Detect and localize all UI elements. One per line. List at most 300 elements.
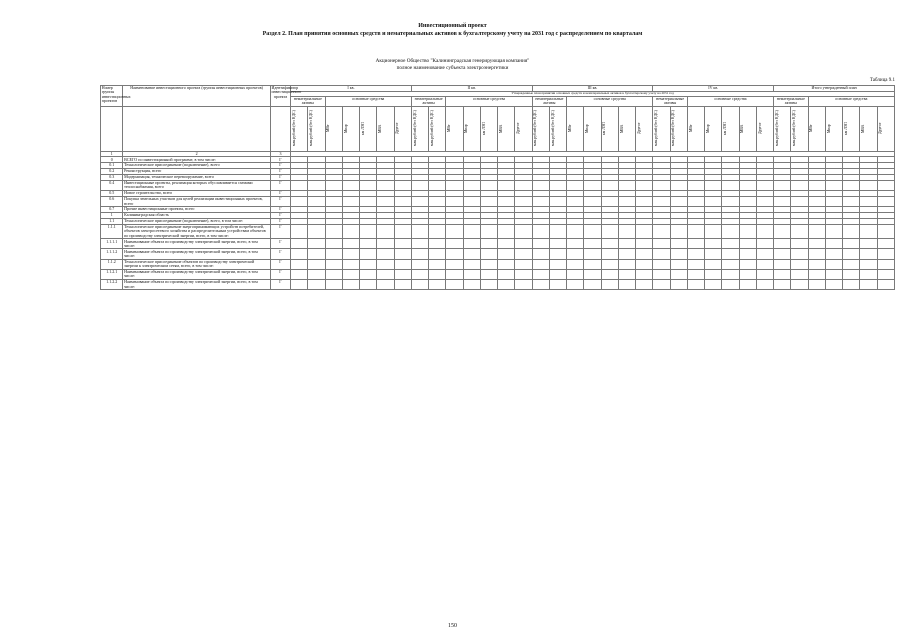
vertical-label-27: МВА bbox=[740, 124, 745, 133]
value-cell bbox=[618, 196, 635, 206]
value-cell bbox=[325, 180, 342, 190]
assets-header-10: основные средства bbox=[808, 96, 894, 106]
quarter-ii-header: II кв. bbox=[411, 86, 532, 92]
value-cell bbox=[636, 269, 653, 279]
value-cell bbox=[774, 269, 791, 279]
value-cell bbox=[480, 224, 497, 238]
value-cell bbox=[670, 249, 687, 259]
value-cell bbox=[360, 224, 377, 238]
value-cell bbox=[549, 259, 566, 269]
value-cell bbox=[394, 249, 411, 259]
vertical-header-16 bbox=[549, 106, 566, 151]
value-cell bbox=[705, 224, 722, 238]
value-cell bbox=[480, 196, 497, 206]
vertical-header-26 bbox=[722, 106, 739, 151]
assets-header-6: основные средства bbox=[567, 96, 653, 106]
value-cell bbox=[722, 269, 739, 279]
value-cell bbox=[791, 259, 808, 269]
row-id: Г bbox=[270, 280, 290, 290]
value-cell bbox=[377, 280, 394, 290]
value-cell bbox=[498, 269, 515, 279]
vertical-header-27 bbox=[739, 106, 756, 151]
vertical-label-7: Другое bbox=[395, 122, 400, 135]
value-cell bbox=[325, 269, 342, 279]
row-id: Г bbox=[270, 163, 290, 169]
value-cell bbox=[687, 224, 704, 238]
value-cell bbox=[808, 239, 825, 249]
value-cell bbox=[756, 224, 773, 238]
value-cell bbox=[618, 224, 635, 238]
value-cell bbox=[774, 280, 791, 290]
value-cell bbox=[618, 249, 635, 259]
value-cell bbox=[498, 249, 515, 259]
row-name: Технологическое присоединение энергопринимающих устройств потребителей, объектов электросетевого хозяйства и распределительным устройствам объектов по производству электрической энергии, всего, в том числе: bbox=[123, 224, 270, 238]
row-id: Г bbox=[270, 174, 290, 180]
row-id: Г bbox=[270, 239, 290, 249]
value-cell bbox=[843, 224, 860, 238]
value-cell bbox=[808, 224, 825, 238]
value-cell bbox=[825, 196, 842, 206]
value-cell bbox=[653, 269, 670, 279]
row-id: Г bbox=[270, 169, 290, 175]
value-cell bbox=[532, 249, 549, 259]
value-cell bbox=[480, 259, 497, 269]
value-cell bbox=[791, 180, 808, 190]
value-cell bbox=[774, 249, 791, 259]
assets-header-3: нематериальные активы bbox=[411, 96, 446, 106]
quarter-i-header: I кв. bbox=[291, 86, 412, 92]
vertical-header-12 bbox=[480, 106, 497, 151]
value-cell bbox=[342, 249, 359, 259]
total-header: Итого утвержденный план bbox=[774, 86, 895, 92]
assets-header-8: основные средства bbox=[687, 96, 773, 106]
value-cell bbox=[877, 269, 894, 279]
value-cell bbox=[360, 180, 377, 190]
value-cell bbox=[411, 280, 428, 290]
value-cell bbox=[739, 224, 756, 238]
vertical-header-28 bbox=[756, 106, 773, 151]
value-cell bbox=[291, 196, 308, 206]
value-cell bbox=[843, 259, 860, 269]
value-cell bbox=[636, 196, 653, 206]
value-cell bbox=[308, 259, 325, 269]
value-cell bbox=[756, 239, 773, 249]
vertical-header-14 bbox=[515, 106, 532, 151]
value-cell bbox=[308, 239, 325, 249]
value-cell bbox=[360, 280, 377, 290]
vertical-label-21: Другое bbox=[636, 122, 641, 135]
value-cell bbox=[756, 269, 773, 279]
header-number-3: 3 bbox=[270, 151, 290, 157]
value-cell bbox=[791, 269, 808, 279]
value-cell bbox=[601, 239, 618, 249]
value-cell bbox=[618, 280, 635, 290]
row-name: Модернизация, техническое перевооружение, всего bbox=[123, 174, 270, 180]
value-cell bbox=[549, 239, 566, 249]
value-cell bbox=[756, 180, 773, 190]
row-id: Г bbox=[270, 249, 290, 259]
value-cell bbox=[480, 280, 497, 290]
value-cell bbox=[532, 259, 549, 269]
value-cell bbox=[739, 249, 756, 259]
row-name: Прочие инвестиционные проекты, всего bbox=[123, 207, 270, 213]
vertical-header-33 bbox=[843, 106, 860, 151]
vertical-header-30 bbox=[791, 106, 808, 151]
value-cell bbox=[756, 259, 773, 269]
value-cell bbox=[860, 224, 877, 238]
value-cell bbox=[601, 196, 618, 206]
value-cell bbox=[429, 196, 446, 206]
vertical-header-20 bbox=[618, 106, 635, 151]
value-cell bbox=[394, 196, 411, 206]
value-cell bbox=[325, 249, 342, 259]
value-cell bbox=[843, 180, 860, 190]
row-name: Наименование объекта по производству электрической энергии, всего, в том числе: bbox=[123, 280, 270, 290]
value-cell bbox=[567, 249, 584, 259]
value-cell bbox=[394, 259, 411, 269]
value-cell bbox=[722, 280, 739, 290]
value-cell bbox=[877, 239, 894, 249]
table-row bbox=[101, 239, 895, 249]
company-note: полное наименование субъекта электроэнергетики bbox=[396, 64, 509, 71]
assets-header-1: нематериальные активы bbox=[291, 96, 326, 106]
vertical-label-6: МВА bbox=[378, 124, 383, 133]
value-cell bbox=[549, 269, 566, 279]
assets-header-4: основные средства bbox=[446, 96, 532, 106]
table-row bbox=[101, 180, 895, 190]
value-cell bbox=[860, 249, 877, 259]
value-cell bbox=[670, 239, 687, 249]
vertical-label-5: км ЛЭП bbox=[360, 122, 365, 136]
value-cell bbox=[394, 224, 411, 238]
row-name: Инвестиционные проекты, реализация которых обуславливается схемами теплоснабжения, всего bbox=[123, 180, 270, 190]
vertical-label-24: МВт bbox=[688, 124, 693, 133]
vertical-header-18 bbox=[584, 106, 601, 151]
vertical-header-22 bbox=[653, 106, 670, 151]
value-cell bbox=[739, 280, 756, 290]
document-subtitle bbox=[0, 58, 905, 71]
vertical-label-32: Мвар bbox=[826, 124, 831, 134]
value-cell bbox=[618, 180, 635, 190]
value-cell bbox=[739, 259, 756, 269]
value-cell bbox=[825, 180, 842, 190]
value-cell bbox=[377, 239, 394, 249]
vertical-label-18: Мвар bbox=[585, 124, 590, 134]
vertical-header-24 bbox=[687, 106, 704, 151]
value-cell bbox=[308, 224, 325, 238]
header-number-1: 1 bbox=[101, 151, 123, 157]
value-cell bbox=[756, 249, 773, 259]
value-cell bbox=[687, 180, 704, 190]
vertical-label-3: МВт bbox=[326, 124, 331, 133]
value-cell bbox=[584, 259, 601, 269]
vertical-label-25: Мвар bbox=[705, 124, 710, 134]
value-cell bbox=[705, 259, 722, 269]
assets-header-5: нематериальные активы bbox=[532, 96, 567, 106]
vertical-label-29: млн.рублей (без НДС) bbox=[774, 110, 779, 147]
vertical-label-11: Мвар bbox=[464, 124, 469, 134]
value-cell bbox=[360, 269, 377, 279]
row-name: Новое строительство, всего bbox=[123, 191, 270, 197]
value-cell bbox=[618, 269, 635, 279]
vertical-header-8 bbox=[411, 106, 428, 151]
value-cell bbox=[584, 280, 601, 290]
value-cell bbox=[429, 280, 446, 290]
value-cell bbox=[774, 196, 791, 206]
row-name: Покупка земельных участков для целей реализации инвестиционных проектов, всего bbox=[123, 196, 270, 206]
vertical-header-11 bbox=[463, 106, 480, 151]
value-cell bbox=[515, 259, 532, 269]
value-cell bbox=[532, 239, 549, 249]
col-id-header: Идентификатор инвестиционного проекта bbox=[270, 86, 290, 107]
value-cell bbox=[498, 224, 515, 238]
row-number: 0.3 bbox=[101, 174, 123, 180]
value-cell bbox=[843, 280, 860, 290]
value-cell bbox=[808, 280, 825, 290]
value-cell bbox=[325, 259, 342, 269]
row-number: 1.1.2.1 bbox=[101, 269, 123, 279]
value-cell bbox=[377, 269, 394, 279]
value-cell bbox=[791, 280, 808, 290]
value-cell bbox=[515, 249, 532, 259]
value-cell bbox=[291, 269, 308, 279]
value-cell bbox=[549, 224, 566, 238]
value-cell bbox=[584, 180, 601, 190]
row-number: 1 bbox=[101, 213, 123, 219]
value-cell bbox=[325, 239, 342, 249]
value-cell bbox=[342, 196, 359, 206]
vertical-label-1: млн.рублей (без НДС) bbox=[291, 110, 296, 147]
row-id: Г bbox=[270, 196, 290, 206]
value-cell bbox=[756, 196, 773, 206]
row-name: Наименование объекта по производству электрической энергии, всего, в том числе: bbox=[123, 239, 270, 249]
value-cell bbox=[687, 259, 704, 269]
row-id: Г bbox=[270, 269, 290, 279]
value-cell bbox=[411, 269, 428, 279]
row-number: 0.5 bbox=[101, 191, 123, 197]
vertical-label-33: км ЛЭП bbox=[843, 122, 848, 136]
value-cell bbox=[843, 269, 860, 279]
vertical-label-35: Другое bbox=[878, 122, 883, 135]
row-number: 0.6 bbox=[101, 196, 123, 206]
vertical-label-31: МВт bbox=[809, 124, 814, 133]
row-number: 1.1.1.2 bbox=[101, 249, 123, 259]
value-cell bbox=[636, 280, 653, 290]
value-cell bbox=[377, 196, 394, 206]
value-cell bbox=[825, 269, 842, 279]
value-cell bbox=[446, 180, 463, 190]
vertical-header-32 bbox=[825, 106, 842, 151]
value-cell bbox=[532, 269, 549, 279]
page-number: 150 bbox=[448, 623, 457, 629]
row-name: Калининградская область bbox=[123, 213, 270, 219]
value-cell bbox=[567, 239, 584, 249]
value-cell bbox=[567, 259, 584, 269]
value-cell bbox=[774, 224, 791, 238]
row-name: Технологическое присоединение (подключение), всего bbox=[123, 163, 270, 169]
value-cell bbox=[342, 239, 359, 249]
value-cell bbox=[480, 239, 497, 249]
value-cell bbox=[808, 259, 825, 269]
table-row bbox=[101, 196, 895, 206]
blank-header-3 bbox=[270, 106, 290, 151]
value-cell bbox=[377, 224, 394, 238]
vertical-label-26: км ЛЭП bbox=[723, 122, 728, 136]
vertical-label-4: Мвар bbox=[343, 124, 348, 134]
value-cell bbox=[687, 239, 704, 249]
row-id: Г bbox=[270, 224, 290, 238]
vertical-header-7 bbox=[394, 106, 411, 151]
value-cell bbox=[411, 259, 428, 269]
value-cell bbox=[429, 269, 446, 279]
value-cell bbox=[325, 280, 342, 290]
value-cell bbox=[446, 280, 463, 290]
value-cell bbox=[411, 239, 428, 249]
vertical-header-13 bbox=[498, 106, 515, 151]
value-cell bbox=[636, 224, 653, 238]
value-cell bbox=[411, 249, 428, 259]
col-number-header: Номер группы инвестиционных проектов bbox=[101, 86, 123, 107]
value-cell bbox=[549, 280, 566, 290]
value-cell bbox=[342, 224, 359, 238]
value-cell bbox=[825, 224, 842, 238]
row-number: 1.1.2 bbox=[101, 259, 123, 269]
quarter-iii-header: III кв. bbox=[532, 86, 653, 92]
header-number-2: 2 bbox=[123, 151, 270, 157]
value-cell bbox=[532, 224, 549, 238]
row-number: 0.4 bbox=[101, 180, 123, 190]
value-cell bbox=[670, 224, 687, 238]
value-cell bbox=[722, 239, 739, 249]
planning-caption: Утвержденные план принятия основных средств и нематериальных активов к бухгалтерскому учету на 2031 год bbox=[291, 91, 895, 96]
row-id: Г bbox=[270, 218, 290, 224]
value-cell bbox=[860, 196, 877, 206]
value-cell bbox=[808, 249, 825, 259]
value-cell bbox=[446, 224, 463, 238]
value-cell bbox=[705, 180, 722, 190]
value-cell bbox=[670, 280, 687, 290]
value-cell bbox=[446, 239, 463, 249]
vertical-label-28: Другое bbox=[757, 122, 762, 135]
value-cell bbox=[860, 280, 877, 290]
vertical-header-9 bbox=[429, 106, 446, 151]
value-cell bbox=[601, 259, 618, 269]
vertical-header-6 bbox=[377, 106, 394, 151]
value-cell bbox=[498, 239, 515, 249]
row-name: Технологическое присоединение (подключение), всего, в том числе: bbox=[123, 218, 270, 224]
value-cell bbox=[446, 249, 463, 259]
value-cell bbox=[877, 224, 894, 238]
value-cell bbox=[394, 280, 411, 290]
blank-header-2 bbox=[123, 106, 270, 151]
value-cell bbox=[584, 196, 601, 206]
assets-header-7: нематериальные активы bbox=[653, 96, 688, 106]
value-cell bbox=[463, 196, 480, 206]
table-row bbox=[101, 259, 895, 269]
value-cell bbox=[825, 280, 842, 290]
value-cell bbox=[291, 224, 308, 238]
value-cell bbox=[515, 280, 532, 290]
value-cell bbox=[360, 259, 377, 269]
value-cell bbox=[515, 269, 532, 279]
value-cell bbox=[825, 239, 842, 249]
vertical-header-1 bbox=[291, 106, 308, 151]
row-number: 0.7 bbox=[101, 207, 123, 213]
vertical-header-15 bbox=[532, 106, 549, 151]
value-cell bbox=[722, 196, 739, 206]
row-id: Г bbox=[270, 213, 290, 219]
blank-header-1 bbox=[101, 106, 123, 151]
value-cell bbox=[549, 196, 566, 206]
row-name: Технологическое присоединение объектов по производству электрической энергии к электрическим сетям, всего, в том числе: bbox=[123, 259, 270, 269]
vertical-label-17: МВт bbox=[567, 124, 572, 133]
row-number: 0.1 bbox=[101, 163, 123, 169]
value-cell bbox=[705, 249, 722, 259]
value-cell bbox=[515, 196, 532, 206]
table-head bbox=[101, 86, 895, 157]
value-cell bbox=[653, 259, 670, 269]
value-cell bbox=[342, 259, 359, 269]
value-cell bbox=[411, 180, 428, 190]
value-cell bbox=[877, 180, 894, 190]
value-cell bbox=[291, 259, 308, 269]
vertical-header-35 bbox=[877, 106, 894, 151]
value-cell bbox=[860, 239, 877, 249]
value-cell bbox=[791, 224, 808, 238]
value-cell bbox=[463, 224, 480, 238]
table-body bbox=[101, 157, 895, 290]
value-cell bbox=[791, 239, 808, 249]
vertical-label-22: млн.рублей (без НДС) bbox=[654, 110, 659, 147]
value-cell bbox=[670, 259, 687, 269]
value-cell bbox=[601, 180, 618, 190]
value-cell bbox=[687, 269, 704, 279]
title-line-1: Инвестиционный проект bbox=[418, 23, 487, 29]
value-cell bbox=[567, 280, 584, 290]
row-number: 1.1.1.1 bbox=[101, 239, 123, 249]
row-name: Наименование объекта по производству электрической энергии, всего, в том числе: bbox=[123, 249, 270, 259]
value-cell bbox=[515, 239, 532, 249]
value-cell bbox=[653, 224, 670, 238]
value-cell bbox=[360, 249, 377, 259]
value-cell bbox=[515, 180, 532, 190]
vertical-label-19: км ЛЭП bbox=[602, 122, 607, 136]
header-row-4 bbox=[101, 106, 895, 151]
value-cell bbox=[429, 239, 446, 249]
value-cell bbox=[342, 269, 359, 279]
value-cell bbox=[498, 259, 515, 269]
vertical-label-2: млн.рублей (без НДС) bbox=[309, 110, 314, 147]
row-number: 1.1 bbox=[101, 218, 123, 224]
value-cell bbox=[739, 196, 756, 206]
value-cell bbox=[394, 180, 411, 190]
value-cell bbox=[446, 196, 463, 206]
vertical-header-25 bbox=[705, 106, 722, 151]
value-cell bbox=[687, 280, 704, 290]
value-cell bbox=[291, 239, 308, 249]
row-number: 1.1.2.2 bbox=[101, 280, 123, 290]
table-label: Таблица 9.1 bbox=[869, 78, 895, 83]
value-cell bbox=[308, 269, 325, 279]
row-id: Г bbox=[270, 157, 290, 163]
value-cell bbox=[515, 224, 532, 238]
value-cell bbox=[722, 249, 739, 259]
value-cell bbox=[843, 249, 860, 259]
quarter-iv-header: IV кв. bbox=[653, 86, 774, 92]
value-cell bbox=[291, 180, 308, 190]
vertical-label-8: млн.рублей (без НДС) bbox=[412, 110, 417, 147]
value-cell bbox=[653, 196, 670, 206]
